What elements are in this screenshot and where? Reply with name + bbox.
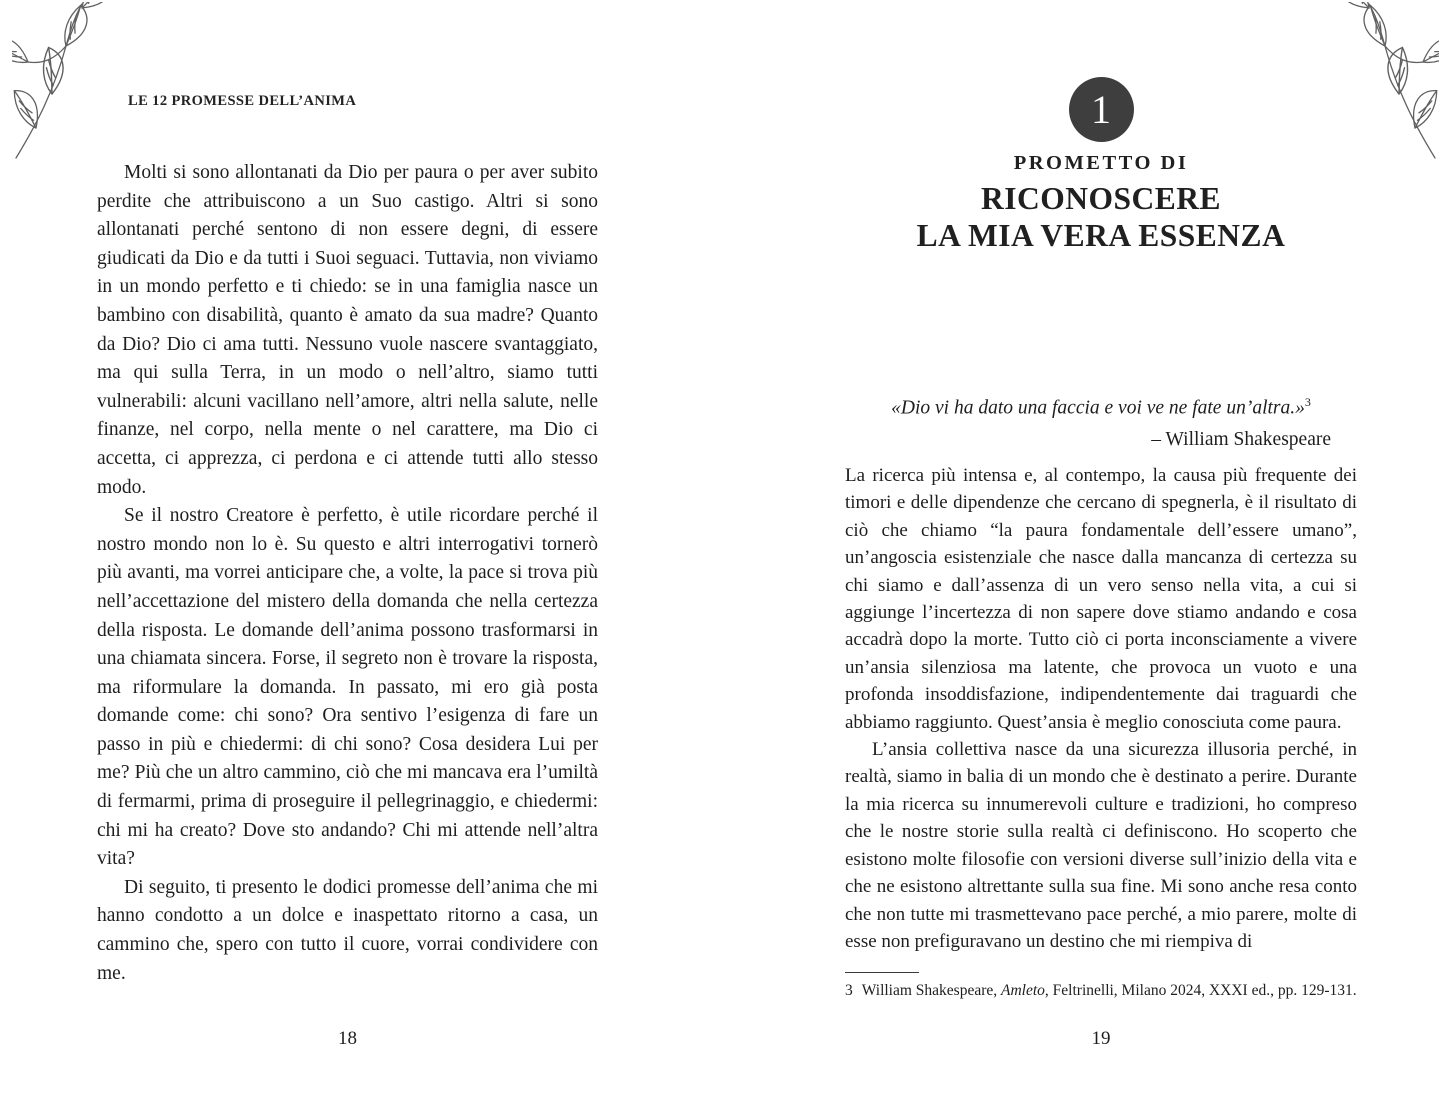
footnote-divider [845, 972, 919, 973]
epigraph-attribution: – William Shakespeare [1151, 428, 1331, 450]
paragraph: L’ansia collettiva nasce da una sicurezza illusoria perché, in realtà, siamo in balia di un mondo che è destinato a perire. Durante la mia ricerca su innumerevoli culture e tradizioni, ho compreso che le nostre storie sulla realtà ci definiscono. Ho scoperto che esistono molte filosofie con versioni diverse sull’inizio della vita e che ne esistono altrettante sulla sua fine. Mi sono anche resa conto che non tutte mi trasmettevano pace perché, a mio parere, molte di esse non prefiguravano un destino che mi riempiva di [845, 739, 1357, 952]
running-header: LE 12 PROMESSE DELL’ANIMA [128, 93, 357, 109]
chapter-title-line-2: LA MIA VERA ESSENZA [916, 218, 1286, 253]
page-right [723, 0, 1445, 1114]
chapter-number-badge [1069, 77, 1134, 142]
chapter-number: 1 [1091, 86, 1111, 132]
footnote-number: 3 [845, 982, 853, 999]
epigraph-quote [845, 388, 1357, 423]
page-number-left: 18 [338, 1028, 357, 1049]
paragraph: La ricerca più intensa e, al contempo, la causa più frequente dei timori e delle dipendenze che cercano di spegnerla, è il risultato di ciò che chiamo “la paura fondamentale dell’essere umano”, un’angoscia esistenziale che nasce dalla mancanza di certezza su chi siamo e dall’assenza di un vero senso nella vita, a cui si aggiunge l’incertezza di non sapere dove stiamo andando e cosa accadrà dopo la morte. Tutto ciò ci porta inconsciamente a vivere un’ansia silenziosa ma latente, che provoca un vuoto e una profonda insoddisfazione, indipendentemente dai traguardi che abbiamo raggiunto. Quest’ansia è meglio conosciuta come paura. [845, 465, 1357, 733]
footnote-work-title: Amleto [1001, 982, 1045, 999]
epigraph [845, 388, 1357, 454]
right-page-body [845, 462, 1357, 955]
footnote [845, 972, 1357, 1001]
chapter-title [845, 180, 1357, 254]
footnote-text [845, 981, 1357, 1001]
footnote-citation-end: , Feltrinelli, Milano 2024, XXXI ed., pp. 129-131. [1044, 982, 1357, 999]
footnote-reference: 3 [1304, 395, 1311, 409]
epigraph-quote-text: «Dio vi ha dato una faccia e voi ve ne fate un’altra.» [891, 397, 1305, 419]
paragraph: Molti si sono allontanati da Dio per paura o per aver subito perdite che attribuiscono a un Suo castigo. Altri si sono allontanati perché sentono di non essere degni, di essere giudicati da Dio e da tutti i Suoi seguaci. Tuttavia, non viviamo in un mondo perfetto e ti chiedo: se in una famiglia nasce un bambino con disabilità, quanto è amato da sua madre? Quanto da Dio? Dio ci ama tutti. Nessuno vuole nascere svantaggiato, ma qui sulla Terra, in un modo o nell’altro, siamo tutti vulnerabili: alcuni vacillano nell’amore, altri nella salute, nelle finanze, nel corpo, nella mente o nel carattere, ma Dio ci accetta, ci apprezza, ci perdona e ci attende tutti allo stesso modo. [97, 162, 598, 498]
paragraph: Di seguito, ti presento le dodici promesse dell’anima che mi hanno condotto a un dolce e inaspettato ritorno a casa, un cammino che, spero con tutto il cuore, vorrai condividere con me. [97, 876, 598, 984]
page-left [0, 0, 722, 1114]
chapter-title-line-1: RICONOSCERE [980, 181, 1222, 216]
footnote-citation-start: William Shakespeare, [861, 982, 1002, 999]
chapter-heading [845, 77, 1357, 254]
chapter-kicker: PROMETTO DI [1013, 152, 1189, 174]
paragraph: Se il nostro Creatore è perfetto, è utile ricordare perché il nostro mondo non lo è. Su questo e altri interrogativi tornerò più avanti, ma vorrei anticipare che, a volte, la pace si trova più nell’accettazione del mistero della domanda che nella certezza della risposta. Le domande dell’anima possono trasformarsi in una chiamata sincera. Forse, il segreto non è trovare la risposta, ma riformulare la domanda. In passato, mi ero già posta domande come: chi sono? Ora sentivo l’esigenza di fare un passo in più e chiedermi: di chi sono? Cosa desidera Lui per me? Più che un altro cammino, ciò che mi mancava era l’umiltà di fermarmi, prima di proseguire il pellegrinaggio, e chiedermi: chi mi ha creato? Dove sto andando? Chi mi attende nell’altra vita? [97, 505, 598, 870]
left-page-body [97, 159, 598, 988]
page-number-right: 19 [1091, 1028, 1111, 1049]
